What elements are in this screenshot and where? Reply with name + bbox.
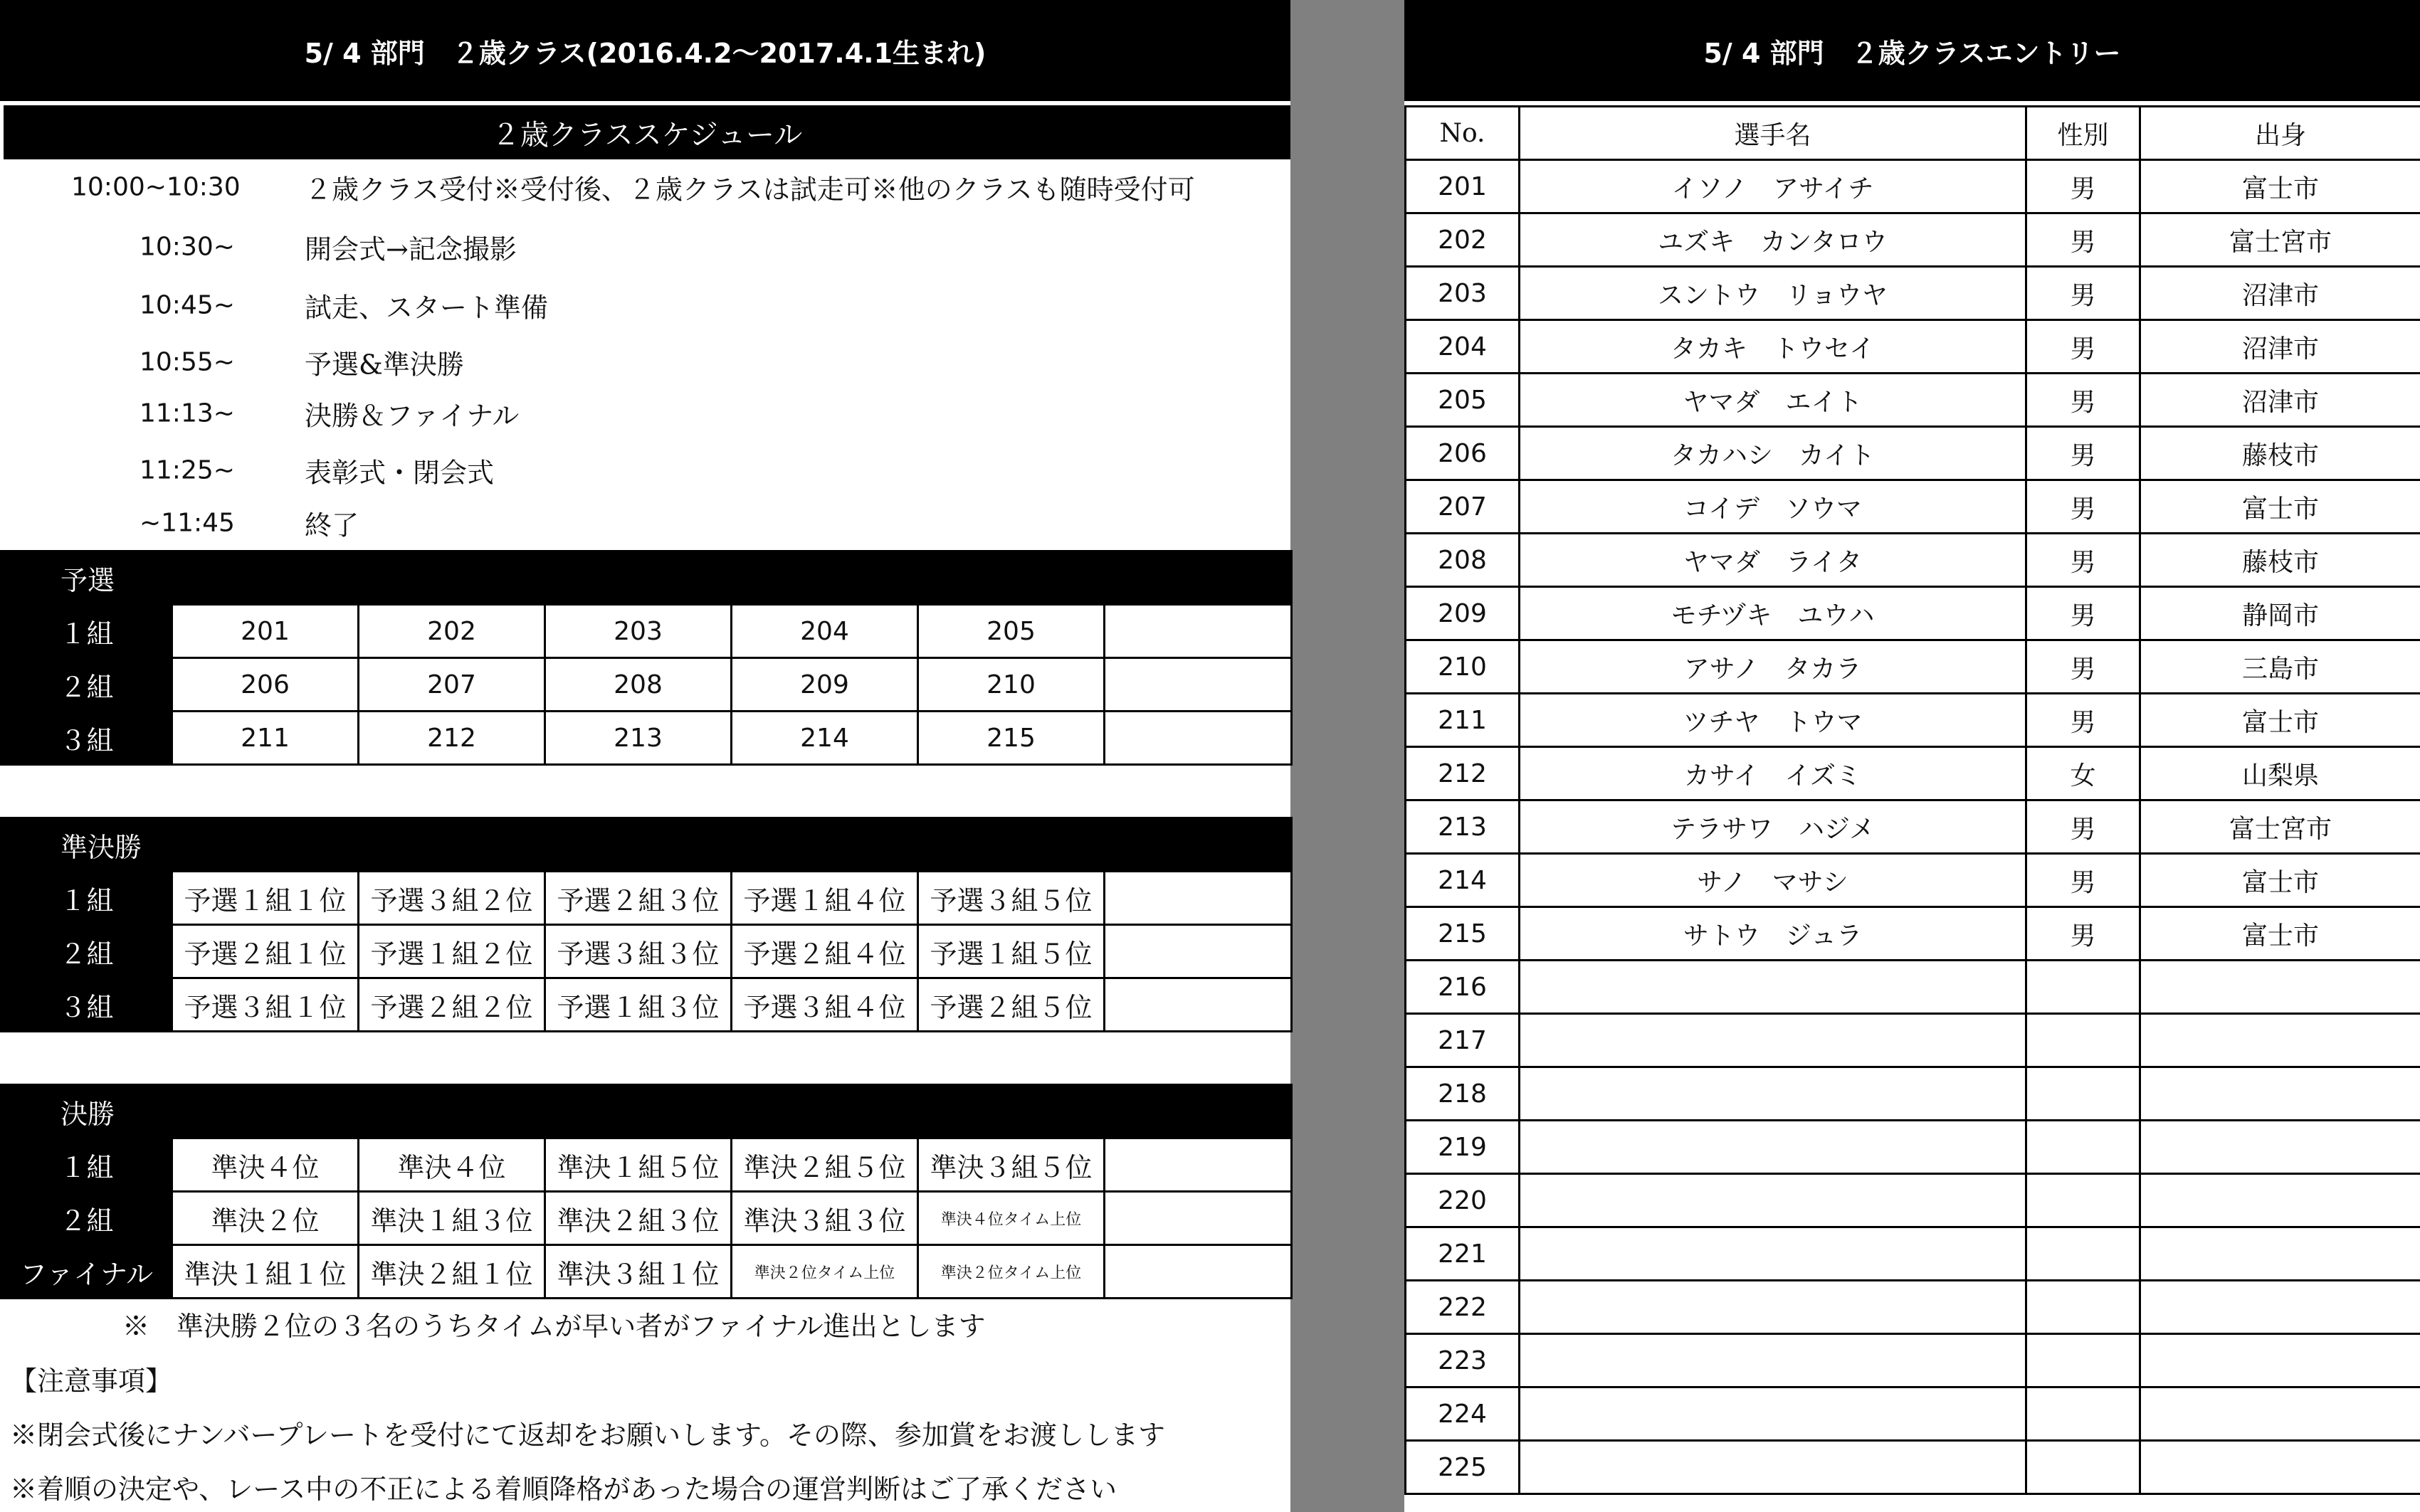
entry-name — [1520, 1387, 2026, 1441]
entry-gender — [2026, 1387, 2140, 1441]
heat-cell: 予選３組３位 — [545, 925, 732, 978]
schedule-description: 開会式→記念撮影 — [305, 233, 517, 265]
heat-cell: 予選１組３位 — [545, 978, 732, 1032]
entry-gender — [2026, 1334, 2140, 1387]
heat-cell — [1105, 712, 1292, 765]
entry-gender — [2026, 1014, 2140, 1067]
heat-label: ２組 — [1, 658, 172, 712]
schedule-row — [0, 162, 1290, 212]
entry-row — [1406, 480, 2420, 534]
heat-cell: 207 — [359, 658, 545, 712]
entry-no: 218 — [1406, 1067, 1520, 1121]
heat-cell — [1105, 925, 1292, 978]
heat-cell: 予選１組５位 — [918, 925, 1105, 978]
schedule-time: 10:00~10:30 — [71, 172, 241, 202]
entry-row — [1406, 267, 2420, 320]
entry-no: 205 — [1406, 374, 1520, 427]
heat-cell: 準決２位 — [172, 1192, 359, 1245]
heat-row — [1, 1138, 1292, 1192]
entry-row — [1406, 1334, 2420, 1387]
entry-from: 富士宮市 — [2140, 213, 2420, 267]
entry-row — [1406, 1387, 2420, 1441]
entry-from: 富士宮市 — [2140, 800, 2420, 854]
entry-row — [1406, 1014, 2420, 1067]
heat-cell: 準決２位タイム上位 — [732, 1245, 918, 1299]
heat-cell — [1105, 1138, 1292, 1192]
heat-cell: 203 — [545, 605, 732, 658]
entry-from: 富士市 — [2140, 694, 2420, 747]
heat-cell: 予選３組４位 — [732, 978, 918, 1032]
heat-label: １組 — [1, 605, 172, 658]
heat-cell: 204 — [732, 605, 918, 658]
entry-row — [1406, 1121, 2420, 1174]
entry-header-row — [1406, 107, 2420, 160]
heat-label: ２組 — [1, 1192, 172, 1245]
heat-cell: 212 — [359, 712, 545, 765]
entry-name: タカハシ カイト — [1520, 427, 2026, 480]
entry-no: 225 — [1406, 1441, 1520, 1494]
schedule-time: 10:30~ — [140, 232, 235, 262]
entry-row — [1406, 1441, 2420, 1494]
entry-name: スントウ リョウヤ — [1520, 267, 2026, 320]
semifinal-table — [0, 817, 1293, 1032]
entry-from: 富士市 — [2140, 160, 2420, 213]
heat-row — [1, 605, 1292, 658]
heat-row — [1, 1245, 1292, 1299]
heat-label: ファイナル — [1, 1245, 172, 1299]
entry-gender: 男 — [2026, 374, 2140, 427]
heat-cell: 準決２位タイム上位 — [918, 1245, 1105, 1299]
entry-name: カサイ イズミ — [1520, 747, 2026, 800]
schedule-description: 試走、スタート準備 — [305, 292, 549, 324]
heat-label: １組 — [1, 872, 172, 925]
entry-name: モチヅキ ユウハ — [1520, 587, 2026, 640]
entry-from — [2140, 1227, 2420, 1281]
entry-name: テラサワ ハジメ — [1520, 800, 2026, 854]
heat-cell: 準決３組３位 — [732, 1192, 918, 1245]
entry-from — [2140, 1121, 2420, 1174]
entry-gender — [2026, 1281, 2140, 1334]
caution-text-2: ※着順の決定や、レース中の不正による着順降格があった場合の運営判断はご了承ください — [10, 1474, 1117, 1505]
entry-name — [1520, 1441, 2026, 1494]
heat-cell: 予選３組２位 — [359, 872, 545, 925]
entry-gender: 男 — [2026, 480, 2140, 534]
entry-gender: 男 — [2026, 587, 2140, 640]
entry-from: 三島市 — [2140, 640, 2420, 694]
entry-from: 沼津市 — [2140, 320, 2420, 374]
entry-row — [1406, 961, 2420, 1014]
entry-gender: 男 — [2026, 427, 2140, 480]
entry-no: 220 — [1406, 1174, 1520, 1227]
header-no: No. — [1406, 107, 1520, 160]
entry-name — [1520, 961, 2026, 1014]
entry-row — [1406, 907, 2420, 961]
entry-name: タカキ トウセイ — [1520, 320, 2026, 374]
entry-name: ユズキ カンタロウ — [1520, 213, 2026, 267]
heat-cell: 準決４位 — [359, 1138, 545, 1192]
entry-row — [1406, 854, 2420, 907]
entry-gender: 男 — [2026, 800, 2140, 854]
entry-from — [2140, 1334, 2420, 1387]
entry-name: ヤマダ エイト — [1520, 374, 2026, 427]
round-header-row — [1, 551, 1292, 605]
entry-no: 212 — [1406, 747, 1520, 800]
heat-label: １組 — [1, 1138, 172, 1192]
qualifying-table — [0, 550, 1293, 766]
entry-no: 213 — [1406, 800, 1520, 854]
entry-row — [1406, 160, 2420, 213]
round-title: 予選 — [1, 551, 1292, 605]
entry-name — [1520, 1227, 2026, 1281]
heat-cell: 210 — [918, 658, 1105, 712]
heat-cell: 予選２組３位 — [545, 872, 732, 925]
entry-name — [1520, 1174, 2026, 1227]
entry-from: 富士市 — [2140, 907, 2420, 961]
heat-cell — [1105, 1245, 1292, 1299]
schedule-row — [0, 222, 1290, 272]
entry-panel — [1404, 0, 2420, 1512]
heat-cell: 準決１組３位 — [359, 1192, 545, 1245]
entry-gender — [2026, 961, 2140, 1014]
entry-no: 216 — [1406, 961, 1520, 1014]
entry-from: 富士市 — [2140, 854, 2420, 907]
entry-from — [2140, 1281, 2420, 1334]
round-title: 準決勝 — [1, 818, 1292, 872]
entry-no: 215 — [1406, 907, 1520, 961]
entry-row — [1406, 747, 2420, 800]
page-divider — [1290, 0, 1404, 1512]
entry-gender: 男 — [2026, 694, 2140, 747]
heat-cell: 予選２組５位 — [918, 978, 1105, 1032]
heat-cell: 209 — [732, 658, 918, 712]
heat-cell: 準決１組５位 — [545, 1138, 732, 1192]
heat-cell: 215 — [918, 712, 1105, 765]
heat-cell: 205 — [918, 605, 1105, 658]
entry-no: 206 — [1406, 427, 1520, 480]
schedule-row — [0, 498, 1290, 548]
entry-no: 208 — [1406, 534, 1520, 587]
entry-gender — [2026, 1121, 2140, 1174]
entry-gender: 男 — [2026, 267, 2140, 320]
entry-from — [2140, 1387, 2420, 1441]
entry-no: 204 — [1406, 320, 1520, 374]
entry-name: サノ マサシ — [1520, 854, 2026, 907]
entry-gender: 男 — [2026, 640, 2140, 694]
entry-no: 211 — [1406, 694, 1520, 747]
entry-row — [1406, 1067, 2420, 1121]
entry-from: 静岡市 — [2140, 587, 2420, 640]
entry-gender: 男 — [2026, 320, 2140, 374]
entry-from: 沼津市 — [2140, 374, 2420, 427]
entry-table — [1404, 105, 2420, 1495]
heat-cell: 206 — [172, 658, 359, 712]
entry-gender: 女 — [2026, 747, 2140, 800]
caution-heading: 【注意事項】 — [10, 1365, 173, 1397]
schedule-description: 予選&準決勝 — [305, 349, 464, 381]
heat-cell: 予選２組４位 — [732, 925, 918, 978]
heat-cell: 予選３組５位 — [918, 872, 1105, 925]
schedule-title: ２歳クラススケジュール — [4, 105, 1290, 159]
entry-no: 203 — [1406, 267, 1520, 320]
heat-label: ３組 — [1, 978, 172, 1032]
heat-cell — [1105, 978, 1292, 1032]
heat-cell — [1105, 1192, 1292, 1245]
entry-no: 217 — [1406, 1014, 1520, 1067]
schedule-time: 11:13~ — [140, 398, 235, 428]
entry-gender: 男 — [2026, 907, 2140, 961]
heat-row — [1, 978, 1292, 1032]
entry-no: 223 — [1406, 1334, 1520, 1387]
entry-name: ツチヤ トウマ — [1520, 694, 2026, 747]
entry-row — [1406, 1281, 2420, 1334]
entry-name — [1520, 1121, 2026, 1174]
heat-cell: 予選２組２位 — [359, 978, 545, 1032]
entry-from — [2140, 1441, 2420, 1494]
entry-gender: 男 — [2026, 160, 2140, 213]
round-header-row — [1, 1085, 1292, 1138]
schedule-description: 終了 — [305, 509, 359, 541]
entry-no: 209 — [1406, 587, 1520, 640]
entry-no: 207 — [1406, 480, 1520, 534]
header-gender: 性別 — [2026, 107, 2140, 160]
entry-from — [2140, 1174, 2420, 1227]
heat-row — [1, 872, 1292, 925]
entry-from — [2140, 961, 2420, 1014]
heat-cell: 201 — [172, 605, 359, 658]
entry-row — [1406, 1227, 2420, 1281]
entry-no: 202 — [1406, 213, 1520, 267]
schedule-description: ２歳クラス受付※受付後、２歳クラスは試走可※他のクラスも随時受付可 — [305, 174, 1195, 206]
schedule-row — [0, 445, 1290, 495]
schedule-time: 10:45~ — [140, 290, 235, 320]
heat-row — [1, 925, 1292, 978]
heat-cell: 予選１組４位 — [732, 872, 918, 925]
entry-gender — [2026, 1174, 2140, 1227]
entry-name — [1520, 1334, 2026, 1387]
entry-row — [1406, 320, 2420, 374]
entry-row — [1406, 800, 2420, 854]
entry-name: コイデ ソウマ — [1520, 480, 2026, 534]
heat-cell: 準決４位タイム上位 — [918, 1192, 1105, 1245]
heat-row — [1, 1192, 1292, 1245]
entry-from: 沼津市 — [2140, 267, 2420, 320]
entry-title: 5/ 4 部門 ２歳クラスエントリー — [1404, 0, 2420, 101]
heat-cell: 予選３組１位 — [172, 978, 359, 1032]
caution-text-1: ※閉会式後にナンバープレートを受付にて返却をお願いします。その際、参加賞をお渡しします — [10, 1420, 1165, 1451]
header-name: 選手名 — [1520, 107, 2026, 160]
entry-gender — [2026, 1441, 2140, 1494]
entry-row — [1406, 694, 2420, 747]
entry-from: 富士市 — [2140, 480, 2420, 534]
entry-row — [1406, 1174, 2420, 1227]
final-table — [0, 1084, 1293, 1299]
heat-cell: 準決３組５位 — [918, 1138, 1105, 1192]
round-title: 決勝 — [1, 1085, 1292, 1138]
entry-from — [2140, 1014, 2420, 1067]
heat-cell — [1105, 658, 1292, 712]
schedule-row — [0, 388, 1290, 438]
heat-label: ２組 — [1, 925, 172, 978]
entry-no: 221 — [1406, 1227, 1520, 1281]
heat-cell: 予選１組１位 — [172, 872, 359, 925]
heat-cell: 準決４位 — [172, 1138, 359, 1192]
entry-gender: 男 — [2026, 854, 2140, 907]
schedule-time: ~11:45 — [140, 508, 235, 538]
entry-no: 222 — [1406, 1281, 1520, 1334]
heat-cell: 211 — [172, 712, 359, 765]
entry-from — [2140, 1067, 2420, 1121]
heat-cell: 準決２組５位 — [732, 1138, 918, 1192]
entry-no: 214 — [1406, 854, 1520, 907]
schedule-description: 決勝＆ファイナル — [305, 400, 520, 432]
entry-no: 201 — [1406, 160, 1520, 213]
entry-row — [1406, 213, 2420, 267]
heat-row — [1, 658, 1292, 712]
heat-cell: 準決２組３位 — [545, 1192, 732, 1245]
entry-row — [1406, 374, 2420, 427]
entry-row — [1406, 534, 2420, 587]
heat-label: ３組 — [1, 712, 172, 765]
heat-cell: 準決３組１位 — [545, 1245, 732, 1299]
entry-from: 山梨県 — [2140, 747, 2420, 800]
entry-name: サトウ ジュラ — [1520, 907, 2026, 961]
entry-row — [1406, 640, 2420, 694]
entry-name — [1520, 1281, 2026, 1334]
heat-cell: 214 — [732, 712, 918, 765]
entry-name: イソノ アサイチ — [1520, 160, 2026, 213]
entry-name — [1520, 1014, 2026, 1067]
entry-from: 藤枝市 — [2140, 427, 2420, 480]
schedule-time: 11:25~ — [140, 455, 235, 485]
class-title: 5/ 4 部門 ２歳クラス(2016.4.2〜2017.4.1生まれ) — [0, 0, 1290, 101]
heat-cell: 予選２組１位 — [172, 925, 359, 978]
entry-gender — [2026, 1227, 2140, 1281]
final-advance-note: ※ 準決勝２位の３名のうちタイムが早い者がファイナル進出とします — [122, 1311, 986, 1342]
heat-cell: 準決２組１位 — [359, 1245, 545, 1299]
heat-cell: 202 — [359, 605, 545, 658]
entry-no: 219 — [1406, 1121, 1520, 1174]
entry-gender — [2026, 1067, 2140, 1121]
header-from: 出身 — [2140, 107, 2420, 160]
heat-cell — [1105, 872, 1292, 925]
entry-no: 224 — [1406, 1387, 1520, 1441]
entry-gender: 男 — [2026, 534, 2140, 587]
heat-cell: 準決１組１位 — [172, 1245, 359, 1299]
schedule-row — [0, 337, 1290, 387]
heat-cell: 213 — [545, 712, 732, 765]
entry-name: ヤマダ ライタ — [1520, 534, 2026, 587]
entry-name — [1520, 1067, 2026, 1121]
round-header-row — [1, 818, 1292, 872]
heat-cell: 予選１組２位 — [359, 925, 545, 978]
entry-from: 藤枝市 — [2140, 534, 2420, 587]
entry-row — [1406, 427, 2420, 480]
heat-cell: 208 — [545, 658, 732, 712]
schedule-row — [0, 280, 1290, 330]
heat-row — [1, 712, 1292, 765]
heat-cell — [1105, 605, 1292, 658]
entry-name: アサノ タカラ — [1520, 640, 2026, 694]
entry-row — [1406, 587, 2420, 640]
entry-gender: 男 — [2026, 213, 2140, 267]
schedule-time: 10:55~ — [140, 347, 235, 377]
schedule-description: 表彰式・閉会式 — [305, 457, 495, 489]
entry-no: 210 — [1406, 640, 1520, 694]
